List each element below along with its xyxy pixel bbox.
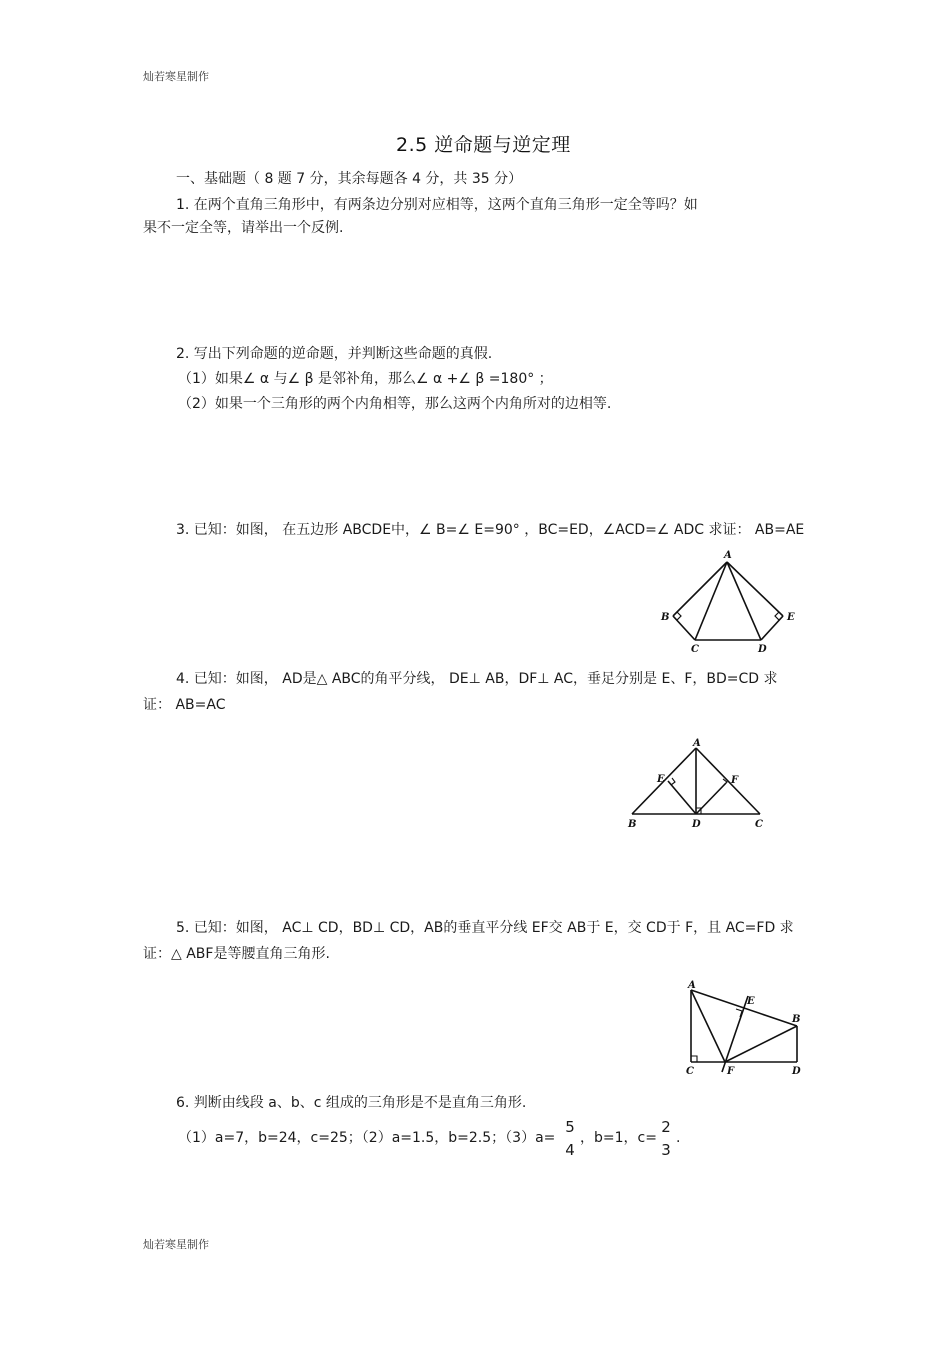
bisector-label-a: A [693, 738, 701, 749]
question-3-line-1: 3. 已知：如图， 在五边形 ABCDE中，∠ B=∠ E=90° ，BC=ED，∠ACD=∠ ADC 求证： AB=AE [176, 522, 805, 538]
bisector-label-b: B [628, 819, 637, 830]
pentagon-label-d: D [758, 644, 767, 655]
question-2-part-2: （2）如果一个三角形的两个内角相等，那么这两个内角所对的边相等. [178, 396, 612, 412]
question-4-line-1: 4. 已知：如图， AD是△ ABC的角平分线， DE⊥ AB，DF⊥ AC，垂足分别是 E、F，BD=CD 求 [176, 671, 778, 687]
bisector2-label-b: B [792, 1014, 801, 1025]
bisector2-label-d: D [792, 1066, 801, 1077]
pentagon-figure [655, 548, 805, 658]
question-5-line-1: 5. 已知：如图， AC⊥ CD，BD⊥ CD，AB的垂直平分线 EF交 AB于 E，交 CD于 F，且 AC=FD 求 [176, 920, 794, 936]
question-6-line-1: 6. 判断由线段 a、b、c 组成的三角形是不是直角三角形. [176, 1095, 527, 1111]
bisector2-label-f: F [727, 1066, 735, 1077]
angle-bisector-figure [622, 736, 772, 831]
page-header: 灿若寒星制作 [143, 70, 209, 83]
pentagon-label-b: B [661, 612, 670, 623]
bisector-label-d: D [692, 819, 701, 830]
question-1-line-1: 1. 在两个直角三角形中，有两条边分别对应相等，这两个直角三角形一定全等吗？如 [176, 197, 698, 213]
question-5-line-2: 证：△ ABF是等腰直角三角形. [143, 946, 330, 962]
bisector-label-f: F [731, 775, 739, 786]
page-title: 2.5 逆命题与逆定理 [396, 134, 571, 156]
fraction-a-denominator: 4 [565, 1141, 575, 1159]
perpendicular-bisector-figure [680, 976, 810, 1078]
fraction-a-numerator: 5 [565, 1118, 575, 1136]
question-6-end: . [676, 1130, 681, 1146]
question-4-line-2: 证： AB=AC [143, 697, 226, 713]
pentagon-label-a: A [724, 550, 732, 561]
question-1-line-2: 果不一定全等，请举出一个反例. [143, 220, 344, 236]
bisector2-label-a: A [688, 980, 696, 991]
page-footer: 灿若寒星制作 [143, 1238, 209, 1251]
question-2-line-1: 2. 写出下列命题的逆命题，并判断这些命题的真假. [176, 346, 493, 362]
fraction-c-numerator: 2 [661, 1118, 671, 1136]
question-2-part-1: （1）如果∠ α 与∠ β 是邻补角，那么∠ α +∠ β =180° ； [178, 371, 553, 387]
question-6-part-a: （1）a=7，b=24，c=25；（2）a=1.5，b=2.5；（3）a= [178, 1130, 556, 1146]
bisector-label-e: E [657, 774, 665, 785]
bisector-label-c: C [755, 819, 763, 830]
pentagon-label-c: C [691, 644, 699, 655]
section-heading: 一、基础题（ 8 题 7 分，其余每题各 4 分，共 35 分） [176, 171, 523, 187]
bisector2-label-c: C [686, 1066, 694, 1077]
question-6-mid: ，b=1，c= [580, 1130, 657, 1146]
pentagon-label-e: E [787, 612, 795, 623]
bisector2-label-e: E [747, 996, 755, 1007]
fraction-c-denominator: 3 [661, 1141, 671, 1159]
